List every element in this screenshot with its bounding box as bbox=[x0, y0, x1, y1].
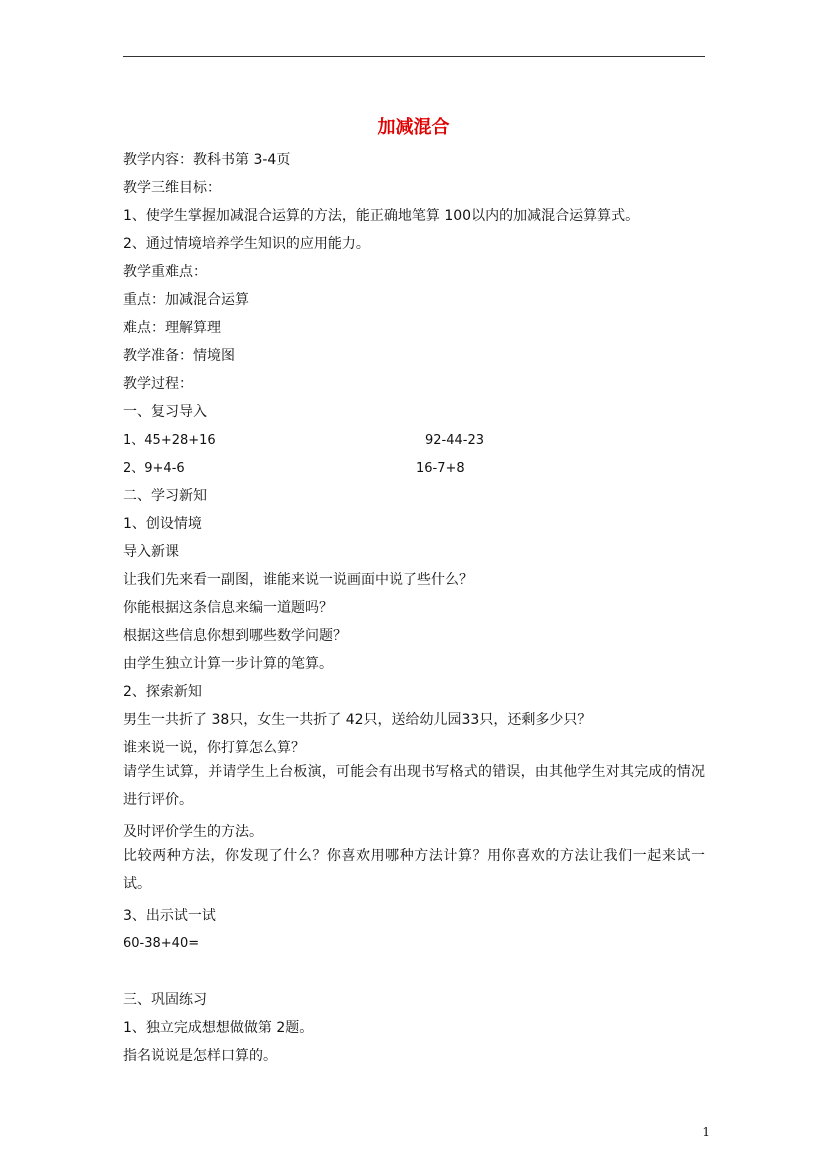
teaching-content: 教学内容：教科书第 3-4页 bbox=[123, 152, 291, 168]
goal-2: 2、通过情境培养学生知识的应用能力。 bbox=[123, 236, 370, 252]
subsection-scenario: 1、创设情境 bbox=[123, 516, 202, 532]
difficulty-point: 难点：理解算理 bbox=[123, 320, 221, 336]
exercise-expression: 60-38+40= bbox=[123, 936, 200, 951]
evaluate-line: 及时评价学生的方法。 bbox=[123, 824, 263, 840]
question-2: 你能根据这条信息来编一道题吗？ bbox=[123, 600, 333, 616]
teaching-prep: 教学准备：情境图 bbox=[123, 348, 235, 364]
subsection-explore: 2、探索新知 bbox=[123, 684, 202, 700]
review-item-2-right: 16-7+8 bbox=[416, 461, 465, 476]
question-3: 根据这些信息你想到哪些数学问题？ bbox=[123, 628, 347, 644]
page-title: 加减混合 bbox=[377, 117, 450, 138]
section-review: 一、复习导入 bbox=[123, 404, 207, 420]
page-number: 1 bbox=[702, 1125, 710, 1139]
question-1: 让我们先来看一副图，谁能来说一说画面中说了些什么？ bbox=[123, 572, 473, 588]
key-difficulty-heading: 教学重难点： bbox=[123, 264, 207, 280]
intro-line: 导入新课 bbox=[123, 544, 179, 560]
word-problem: 男生一共折了 38只，女生一共折了 42只，送给幼儿园33只，还剩多少只？ bbox=[123, 712, 592, 728]
review-item-1-left: 1、45+28+16 bbox=[123, 433, 216, 448]
header-rule bbox=[123, 56, 705, 57]
practice-item-1: 1、独立完成想想做做第 2题。 bbox=[123, 1020, 314, 1036]
section-practice: 三、巩固练习 bbox=[123, 992, 207, 1008]
subsection-try: 3、出示试一试 bbox=[123, 908, 216, 924]
question-4: 由学生独立计算一步计算的笔算。 bbox=[123, 656, 333, 672]
compare-paragraph: 比较两种方法，你发现了什么？你喜欢用哪种方法计算？用你喜欢的方法让我们一起来试一试。 bbox=[123, 848, 705, 892]
who-explains: 谁来说一说，你打算怎么算？ bbox=[123, 740, 305, 756]
practice-item-2: 指名说说是怎样口算的。 bbox=[123, 1048, 277, 1064]
trial-paragraph: 请学生试算，并请学生上台板演，可能会有出现书写格式的错误，由其他学生对其完成的情况进行评价。 bbox=[123, 764, 705, 808]
goals-heading: 教学三维目标： bbox=[123, 180, 221, 196]
process-heading: 教学过程： bbox=[123, 376, 193, 392]
key-point: 重点：加减混合运算 bbox=[123, 292, 249, 308]
goal-1: 1、使学生掌握加减混合运算的方法，能正确地笔算 100以内的加减混合运算算式。 bbox=[123, 208, 640, 224]
review-item-2-left: 2、9+4-6 bbox=[123, 461, 185, 476]
review-item-1-right: 92-44-23 bbox=[425, 433, 485, 448]
section-new-knowledge: 二、学习新知 bbox=[123, 488, 207, 504]
